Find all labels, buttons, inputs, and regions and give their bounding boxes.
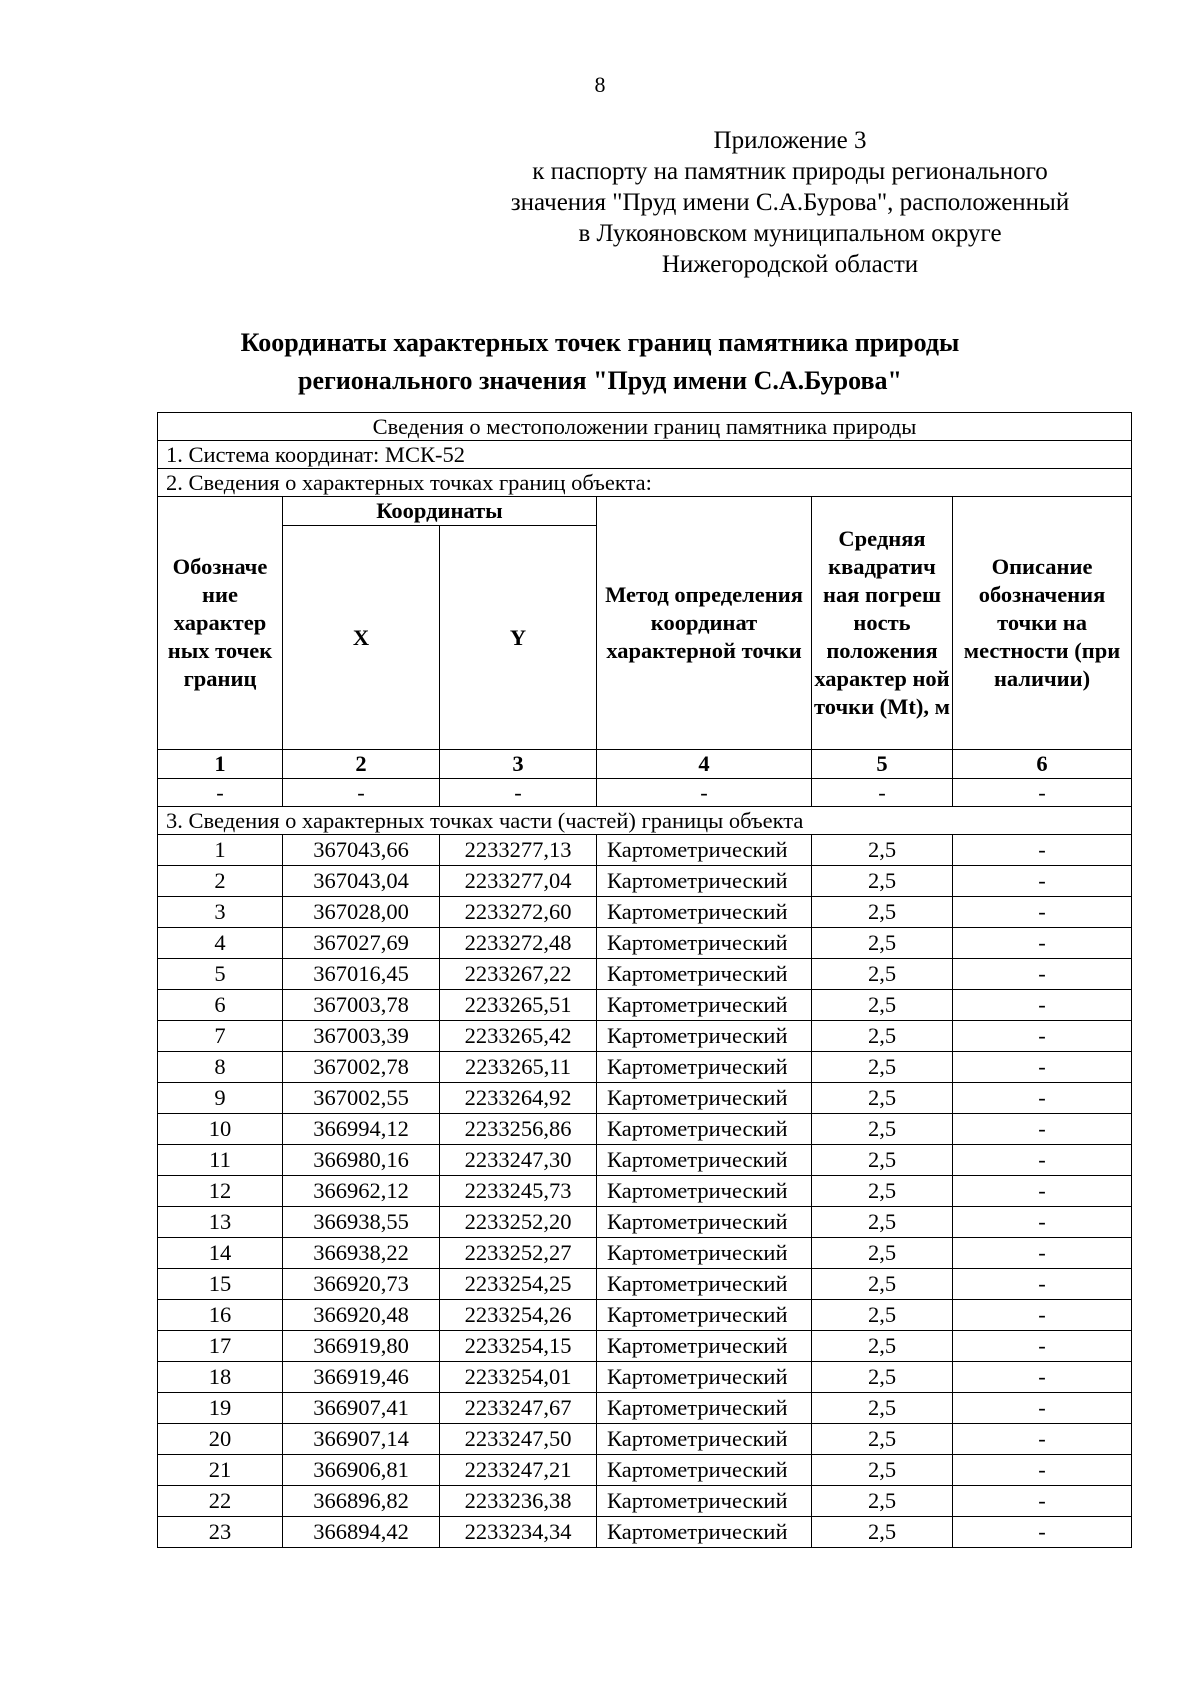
coord-x: 366919,46 xyxy=(283,1362,440,1393)
point-description: - xyxy=(953,1238,1132,1269)
coord-x: 366920,48 xyxy=(283,1300,440,1331)
header-method: Метод определения координат характерной точки xyxy=(597,497,812,750)
point-description: - xyxy=(953,1424,1132,1455)
point-number: 8 xyxy=(158,1052,283,1083)
appendix-line: значения "Пруд имени С.А.Бурова", расположенный xyxy=(510,189,1070,216)
point-number: 19 xyxy=(158,1393,283,1424)
point-description: - xyxy=(953,897,1132,928)
mt-value: 2,5 xyxy=(812,1052,953,1083)
appendix-line: Приложение 3 xyxy=(713,127,867,154)
point-number: 3 xyxy=(158,897,283,928)
table-row xyxy=(158,1238,1132,1269)
point-number: 20 xyxy=(158,1424,283,1455)
coord-y: 2233267,22 xyxy=(440,959,597,990)
point-number: 2 xyxy=(158,866,283,897)
coord-x: 367016,45 xyxy=(283,959,440,990)
coord-x: 367028,00 xyxy=(283,897,440,928)
mt-value: 2,5 xyxy=(812,1393,953,1424)
col-number: 6 xyxy=(953,750,1132,779)
coord-x: 366994,12 xyxy=(283,1114,440,1145)
method: Картометрический xyxy=(597,1486,812,1517)
point-number: 12 xyxy=(158,1176,283,1207)
point-description: - xyxy=(953,1300,1132,1331)
header-x: X xyxy=(283,526,440,750)
point-number: 9 xyxy=(158,1083,283,1114)
point-number: 11 xyxy=(158,1145,283,1176)
mt-value: 2,5 xyxy=(812,835,953,866)
point-number: 4 xyxy=(158,928,283,959)
appendix-line: в Лукояновском муниципальном округе xyxy=(578,220,1002,247)
point-description: - xyxy=(953,1517,1132,1548)
point-number: 23 xyxy=(158,1517,283,1548)
appendix-line: к паспорту на памятник природы регионального xyxy=(532,158,1048,185)
table-row xyxy=(158,1300,1132,1331)
coord-x: 367027,69 xyxy=(283,928,440,959)
coord-x: 366906,81 xyxy=(283,1455,440,1486)
method: Картометрический xyxy=(597,1176,812,1207)
coord-y: 2233265,42 xyxy=(440,1021,597,1052)
coord-y: 2233247,67 xyxy=(440,1393,597,1424)
table-row xyxy=(158,1393,1132,1424)
method: Картометрический xyxy=(597,1114,812,1145)
coord-x: 366894,42 xyxy=(283,1517,440,1548)
dash-cell: - xyxy=(158,779,283,807)
mt-value: 2,5 xyxy=(812,1486,953,1517)
appendix-line: Нижегородской области xyxy=(661,251,919,278)
mt-value: 2,5 xyxy=(812,990,953,1021)
coord-y: 2233254,25 xyxy=(440,1269,597,1300)
mt-value: 2,5 xyxy=(812,1269,953,1300)
mt-value: 2,5 xyxy=(812,1145,953,1176)
method: Картометрический xyxy=(597,1393,812,1424)
coord-y: 2233247,30 xyxy=(440,1145,597,1176)
table-row xyxy=(158,835,1132,866)
method: Картометрический xyxy=(597,1207,812,1238)
point-description: - xyxy=(953,866,1132,897)
point-number: 16 xyxy=(158,1300,283,1331)
coord-y: 2233265,51 xyxy=(440,990,597,1021)
table-row xyxy=(158,1517,1132,1548)
method: Картометрический xyxy=(597,1424,812,1455)
dash-cell: - xyxy=(953,779,1132,807)
table-row xyxy=(158,866,1132,897)
table-caption: Сведения о местоположении границ памятника природы xyxy=(158,413,1132,441)
mt-value: 2,5 xyxy=(812,1021,953,1052)
coord-x: 367003,78 xyxy=(283,990,440,1021)
method: Картометрический xyxy=(597,1517,812,1548)
coord-x: 366907,41 xyxy=(283,1393,440,1424)
point-description: - xyxy=(953,1176,1132,1207)
point-number: 21 xyxy=(158,1455,283,1486)
point-number: 15 xyxy=(158,1269,283,1300)
col-number: 3 xyxy=(440,750,597,779)
dash-cell: - xyxy=(440,779,597,807)
mt-value: 2,5 xyxy=(812,1300,953,1331)
coordinate-rows xyxy=(158,835,1132,1548)
method: Картометрический xyxy=(597,1455,812,1486)
coord-y: 2233254,01 xyxy=(440,1362,597,1393)
coord-x: 366919,80 xyxy=(283,1331,440,1362)
coord-x: 366962,12 xyxy=(283,1176,440,1207)
page-number: 8 xyxy=(594,72,606,97)
coord-y: 2233272,60 xyxy=(440,897,597,928)
table-row xyxy=(158,1331,1132,1362)
mt-value: 2,5 xyxy=(812,1238,953,1269)
point-number: 22 xyxy=(158,1486,283,1517)
col-number: 5 xyxy=(812,750,953,779)
title-line: Координаты характерных точек границ памятника природы xyxy=(240,328,960,357)
method: Картометрический xyxy=(597,835,812,866)
method: Картометрический xyxy=(597,1021,812,1052)
coord-y: 2233245,73 xyxy=(440,1176,597,1207)
point-description: - xyxy=(953,1052,1132,1083)
table-row xyxy=(158,1455,1132,1486)
mt-value: 2,5 xyxy=(812,1207,953,1238)
table-row xyxy=(158,1269,1132,1300)
method: Картометрический xyxy=(597,990,812,1021)
mt-value: 2,5 xyxy=(812,928,953,959)
appendix-header xyxy=(460,125,1120,280)
coord-x: 367002,55 xyxy=(283,1083,440,1114)
table-row xyxy=(158,990,1132,1021)
method: Картометрический xyxy=(597,866,812,897)
method: Картометрический xyxy=(597,897,812,928)
table-row xyxy=(158,1114,1132,1145)
coord-x: 366896,82 xyxy=(283,1486,440,1517)
point-description: - xyxy=(953,1207,1132,1238)
table-row xyxy=(158,1145,1132,1176)
coord-y: 2233265,11 xyxy=(440,1052,597,1083)
coord-y: 2233256,86 xyxy=(440,1114,597,1145)
point-number: 7 xyxy=(158,1021,283,1052)
point-number: 5 xyxy=(158,959,283,990)
point-number: 18 xyxy=(158,1362,283,1393)
point-description: - xyxy=(953,1393,1132,1424)
coord-y: 2233236,38 xyxy=(440,1486,597,1517)
col-number: 1 xyxy=(158,750,283,779)
coord-y: 2233254,26 xyxy=(440,1300,597,1331)
point-number: 6 xyxy=(158,990,283,1021)
coord-x: 367002,78 xyxy=(283,1052,440,1083)
coord-x: 366907,14 xyxy=(283,1424,440,1455)
mt-value: 2,5 xyxy=(812,1362,953,1393)
table-row xyxy=(158,1424,1132,1455)
method: Картометрический xyxy=(597,1083,812,1114)
coord-x: 366920,73 xyxy=(283,1269,440,1300)
method: Картометрический xyxy=(597,1269,812,1300)
header-description: Описание обозначения точки на местности (при наличии) xyxy=(953,497,1132,750)
point-description: - xyxy=(953,959,1132,990)
mt-value: 2,5 xyxy=(812,897,953,928)
method: Картометрический xyxy=(597,1362,812,1393)
method: Картометрический xyxy=(597,959,812,990)
coord-y: 2233277,04 xyxy=(440,866,597,897)
coord-x: 366938,22 xyxy=(283,1238,440,1269)
coord-y: 2233252,27 xyxy=(440,1238,597,1269)
header-mt: Средняя квадратич ная погреш ность положения характер ной точки (Mt), м xyxy=(812,497,953,750)
point-description: - xyxy=(953,1455,1132,1486)
col-number: 2 xyxy=(283,750,440,779)
point-description: - xyxy=(953,835,1132,866)
dash-cell: - xyxy=(597,779,812,807)
method: Картометрический xyxy=(597,1238,812,1269)
coord-x: 367003,39 xyxy=(283,1021,440,1052)
mt-value: 2,5 xyxy=(812,959,953,990)
method: Картометрический xyxy=(597,1052,812,1083)
header-y: Y xyxy=(440,526,597,750)
section-part-points: 3. Сведения о характерных точках части (частей) границы объекта xyxy=(158,807,1132,835)
mt-value: 2,5 xyxy=(812,1114,953,1145)
method: Картометрический xyxy=(597,1331,812,1362)
point-description: - xyxy=(953,1021,1132,1052)
column-number-row xyxy=(158,750,1132,779)
section-boundary-points: 2. Сведения о характерных точках границ объекта: xyxy=(158,469,1132,497)
table-row xyxy=(158,897,1132,928)
table-row xyxy=(158,959,1132,990)
point-description: - xyxy=(953,1331,1132,1362)
mt-value: 2,5 xyxy=(812,1455,953,1486)
coord-x: 366938,55 xyxy=(283,1207,440,1238)
mt-value: 2,5 xyxy=(812,1176,953,1207)
coord-x: 367043,04 xyxy=(283,866,440,897)
table-row xyxy=(158,1486,1132,1517)
section-coordinate-system: 1. Система координат: МСК-52 xyxy=(158,441,1132,469)
point-number: 17 xyxy=(158,1331,283,1362)
mt-value: 2,5 xyxy=(812,1424,953,1455)
dash-cell: - xyxy=(812,779,953,807)
table-row xyxy=(158,928,1132,959)
mt-value: 2,5 xyxy=(812,866,953,897)
title-line: регионального значения "Пруд имени С.А.Бурова" xyxy=(298,366,902,395)
point-number: 14 xyxy=(158,1238,283,1269)
coord-y: 2233252,20 xyxy=(440,1207,597,1238)
point-description: - xyxy=(953,1145,1132,1176)
coord-y: 2233247,50 xyxy=(440,1424,597,1455)
table-row xyxy=(158,1207,1132,1238)
coord-x: 367043,66 xyxy=(283,835,440,866)
coord-y: 2233277,13 xyxy=(440,835,597,866)
point-description: - xyxy=(953,1486,1132,1517)
point-description: - xyxy=(953,928,1132,959)
point-number: 13 xyxy=(158,1207,283,1238)
empty-data-row xyxy=(158,779,1132,807)
method: Картометрический xyxy=(597,1300,812,1331)
point-description: - xyxy=(953,1362,1132,1393)
table-row xyxy=(158,1362,1132,1393)
coordinates-table xyxy=(157,412,1132,1548)
dash-cell: - xyxy=(283,779,440,807)
method: Картометрический xyxy=(597,928,812,959)
point-number: 1 xyxy=(158,835,283,866)
point-description: - xyxy=(953,1269,1132,1300)
mt-value: 2,5 xyxy=(812,1083,953,1114)
point-description: - xyxy=(953,1083,1132,1114)
point-number: 10 xyxy=(158,1114,283,1145)
method: Картометрический xyxy=(597,1145,812,1176)
document-title xyxy=(0,324,1200,400)
table-row xyxy=(158,1083,1132,1114)
coord-y: 2233247,21 xyxy=(440,1455,597,1486)
header-designation: Обозначе ние характер ных точек границ xyxy=(158,497,283,750)
coord-y: 2233264,92 xyxy=(440,1083,597,1114)
coord-y: 2233254,15 xyxy=(440,1331,597,1362)
table-row xyxy=(158,1052,1132,1083)
coord-y: 2233234,34 xyxy=(440,1517,597,1548)
point-description: - xyxy=(953,990,1132,1021)
mt-value: 2,5 xyxy=(812,1331,953,1362)
coord-x: 366980,16 xyxy=(283,1145,440,1176)
point-description: - xyxy=(953,1114,1132,1145)
coord-y: 2233272,48 xyxy=(440,928,597,959)
mt-value: 2,5 xyxy=(812,1517,953,1548)
table-row xyxy=(158,1021,1132,1052)
col-number: 4 xyxy=(597,750,812,779)
header-coordinates: Координаты xyxy=(283,497,597,526)
table-row xyxy=(158,1176,1132,1207)
